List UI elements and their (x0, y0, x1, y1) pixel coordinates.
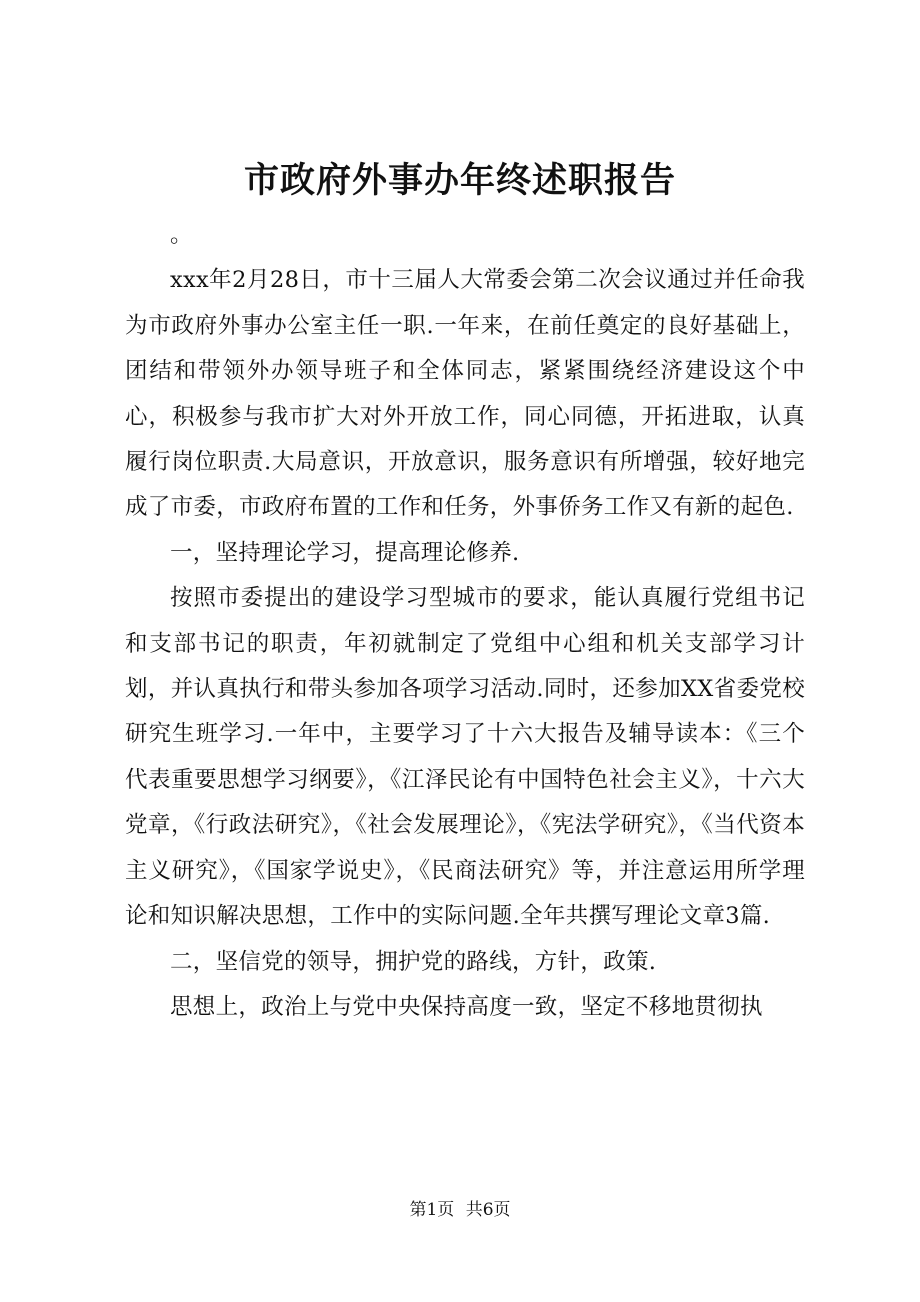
section-heading-one: 一，坚持理论学习，提高理论修养. (170, 539, 520, 566)
page-number: 第1页 (409, 1200, 455, 1220)
section-heading-two: 二，坚信党的领导，拥护党的路线，方针，政策. (170, 948, 657, 975)
paragraph-introduction: xxx年2月28日，市十三届人大常委会第二次会议通过并任命我为市政府外事办公室主任一职.一年来，在前任奠定的良好基础上，团结和带领外办领导班子和全体同志，紧紧围绕经济建设这个中心，积极参与我市扩大对外开放工作，同心同德，开拓进取，认真履行岗位职责.大局意识，开放意识，服务意识有所增强，较好地完成了市委，市政府布置的工作和任务，外事侨务工作又有新的起色. (125, 267, 805, 521)
paragraph-study: 按照市委提出的建设学习型城市的要求，能认真履行党组书记和支部书记的职责，年初就制定了党组中心组和机关支部学习计划，并认真执行和带头参加各项学习活动.同时，还参加XX省委党校研究生班学习.一年中，主要学习了十六大报告及辅导读本：《三个代表重要思想学习纲要》，《江泽民论有中国特色社会主义》，十六大党章，《行政法研究》，《社会发展理论》，《宪法学研究》，《当代资本主义研究》，《国家学说史》，《民商法研究》等，并注意运用所学理论和知识解决思想，工作中的实际问题.全年共撰写理论文章3篇. (125, 585, 805, 930)
page-footer (0, 1200, 920, 1220)
paragraph-opening-mark: 。 (170, 222, 193, 248)
document-title: 市政府外事办年终述职报告 (243, 160, 676, 201)
page-total: 共6页 (465, 1200, 511, 1220)
document-body (125, 213, 805, 1030)
paragraph-politics: 思想上，政治上与党中央保持高度一致，坚定不移地贯彻执 (170, 993, 763, 1020)
